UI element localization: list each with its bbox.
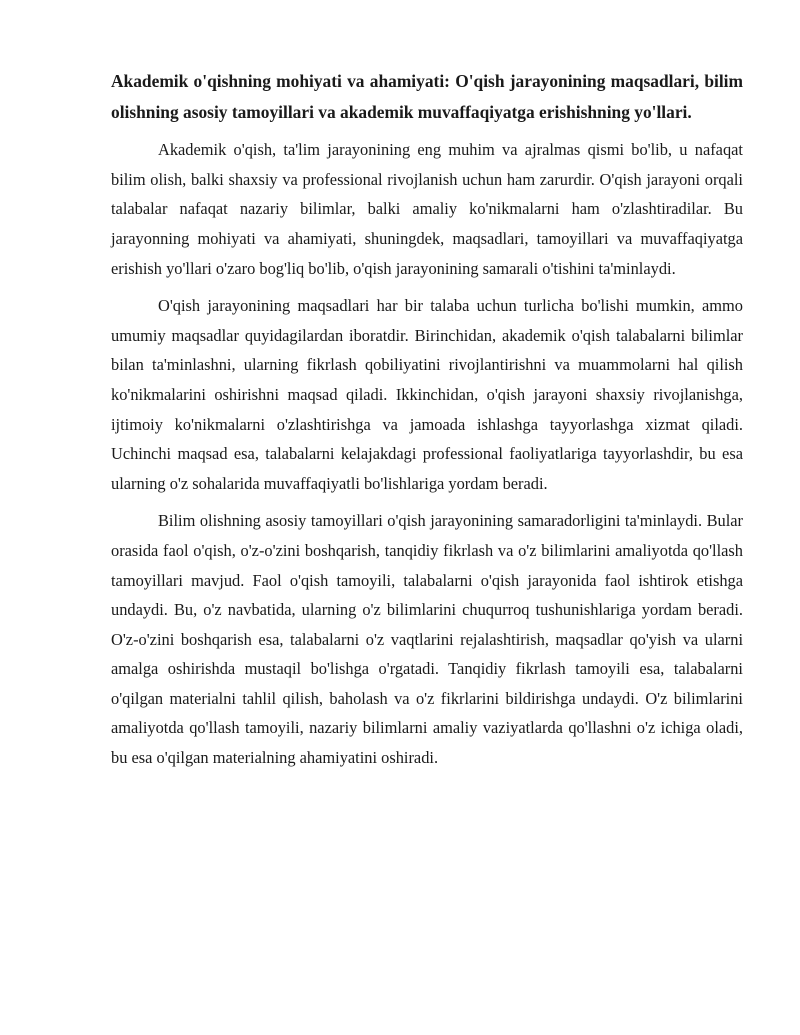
document-page [111,66,743,781]
paragraph-intro: Akademik o'qish, ta'lim jarayonining eng muhim va ajralmas qismi bo'lib, u nafaqat bilim olish, balki shaxsiy va professional rivojlanish uchun ham zarurdir. O'qish jarayoni orqali talabalar nafaqat nazariy bilimlar, balki amaliy ko'nikmalarni ham o'zlashtiradilar. Bu jarayonning mohiyati va ahamiyati, shuningdek, maqsadlari, tamoyillari va muvaffaqiyatga erishish yo'llari o'zaro bog'liq bo'lib, o'qish jarayonining samarali o'tishini ta'minlaydi. [111,140,743,278]
paragraph-goals: O'qish jarayonining maqsadlari har bir talaba uchun turlicha bo'lishi mumkin, ammo umumiy maqsadlar quyidagilardan iboratdir. Birinchidan, akademik o'qish talabalarni bilimlar bilan ta'minlashni, ularning fikrlash qobiliyatini rivojlantirishni va muammolarni hal qilish ko'nikmalarini oshirishni maqsad qiladi. Ikkinchidan, o'qish jarayoni shaxsiy rivojlanishga, ijtimoiy ko'nikmalarni o'zlashtirishga va jamoada ishlashga tayyorlashga xizmat qiladi. Uchinchi maqsad esa, talabalarni kelajakdagi professional faoliyatlariga tayyorlashdir, bu esa ularning o'z sohalarida muvaffaqiyatli bo'lishlariga yordam beradi. [111,296,743,493]
paragraph-principles: Bilim olishning asosiy tamoyillari o'qish jarayonining samaradorligini ta'minlaydi. Bular orasida faol o'qish, o'z-o'zini boshqarish, tanqidiy fikrlash va o'z bilimlarini amaliyotda qo'llash tamoyillari mavjud. Faol o'qish tamoyili, talabalarni o'qish jarayonida faol ishtirok etishga undaydi. Bu, o'z navbatida, ularning o'z bilimlarini chuqurroq tushunishlariga yordam beradi. O'z-o'zini boshqarish esa, talabalarni o'z vaqtlarini rejalashtirish, maqsadlar qo'yish va ularni amalga oshirishda mustaqil bo'lishga o'rgatadi. Tanqidiy fikrlash tamoyili esa, talabalarni o'qilgan materialni tahlil qilish, baholash va o'z fikrlarini bildirishga undaydi. O'z bilimlarini amaliyotda qo'llash tamoyili, nazariy bilimlarni amaliy vaziyatlarda qo'llashni o'z ichiga oladi, bu esa o'qilgan materialning ahamiyatini oshiradi. [111,511,743,768]
document-title: Akademik o'qishning mohiyati va ahamiyati: O'qish jarayonining maqsadlari, bilim olishning asosiy tamoyillari va akademik muvaffaqiyatga erishishning yo'llari. [111,71,743,122]
